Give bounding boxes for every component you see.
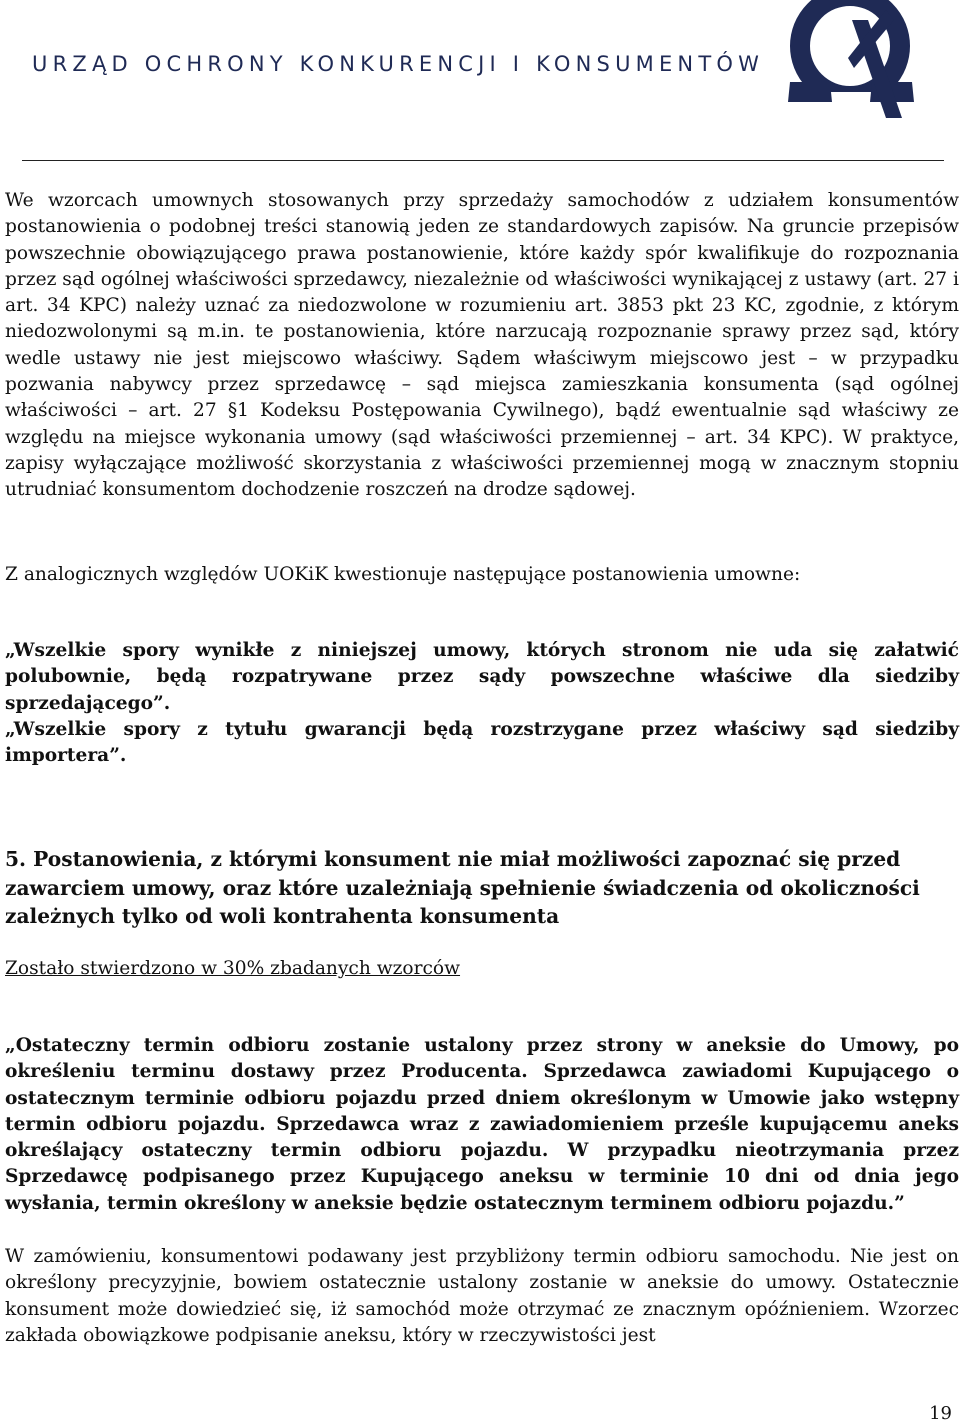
- paragraph-analogous: Z analogicznych względów UOKiK kwestionuje następujące postanowienia umowne:: [5, 564, 801, 585]
- section-heading: 5. Postanowienia, z którymi konsument nie miał możliwości zapoznać się przed zawarciem umowy, oraz które uzależniają spełnienie świadczenia od okoliczności zależnych tylko od woli kontrahenta konsumenta: [5, 847, 920, 928]
- quote-clause-1: „Wszelkie spory wynikłe z niniejszej umowy, których stronom nie uda się załatwić polubownie, będą rozpatrywane przez sądy powszechne właściwe dla siedziby sprzedającego”.: [5, 640, 959, 714]
- paragraph-delivery-term: W zamówieniu, konsumentowi podawany jest przybliżony termin odbioru samochodu. Nie jest on określony precyzyjnie, bowiem ostatecznie ustalony zostanie w aneksie do umowy. Ostatecznie konsument może dowiedzieć się, iż samochód może otrzymać ze znacznym opóźnieniem. Wzorzec zakłada obowiązkowe podpisanie aneksu, który w rzeczywistości jest: [5, 1246, 959, 1346]
- quote-clause-2: „Wszelkie spory z tytułu gwarancji będą rozstrzygane przez właściwy sąd siedziby importera”.: [5, 719, 959, 767]
- quote-clause-3: „Ostateczny termin odbioru zostanie ustalony przez strony w aneksie do Umowy, po określeniu terminu dostawy przez Producenta. Sprzedawca zawiadomi Kupującego o ostatecznym terminie odbioru pojazdu przed dniem określonym w Umowie jako wstępny termin odbioru pojazdu. Sprzedawca wraz z zawiadomieniem prześle kupującemu aneks określający ostateczny termin odbioru pojazdu. W przypadku nieotrzymania przez Sprzedawcę podpisanego przez Kupującego aneksu w terminie 10 dni od dnia jego wysłania, termin określony w aneksie będzie ostatecznym terminem odbioru pojazdu.”: [5, 1035, 959, 1214]
- finding-statement: Zostało stwierdzono w 30% zbadanych wzorców: [5, 958, 461, 979]
- header-divider: [22, 160, 944, 161]
- paragraph-jurisdiction: We wzorcach umownych stosowanych przy sprzedaży samochodów z udziałem konsumentów postanowienia o podobnej treści stanowią jeden ze standardowych zapisów. Na gruncie przepisów powszechnie obowiązującego prawa postanowienie, które każdy spór kwalifikuje do rozpoznania przez sąd ogólnej właściwości sprzedawcy, niezależnie od właściwości wynikającej z ustawy (art. 27 i art. 34 KPC) należy uznać za niedozwolone w rozumieniu art. 3853 pkt 23 KC, zgodnie, z którym niedozwolonymi są m.in. te postanowienia, które narzucają rozpoznanie sprawy przez sąd, który wedle ustawy nie jest miejscowo właściwy. Sądem właściwym miejscowo jest – w przypadku pozwania nabywcy przez sprzedawcę – sąd miejsca zamieszkania konsumenta (sąd ogólnej właściwości – art. 27 §1 Kodeksu Postępowania Cywilnego), bądź ewentualnie sąd właściwy ze względu na miejsce wykonania umowy (sąd właściwości przemiennej – art. 34 KPC). W praktyce, zapisy wyłączające możliwość skorzystania z właściwości przemiennej mogą w znacznym stopniu utrudniać konsumentom dochodzenie roszczeń na drodze sądowej.: [5, 190, 959, 501]
- uokik-logo-icon: [786, 0, 916, 118]
- page-number: 19: [929, 1403, 952, 1424]
- header-title: URZĄD OCHRONY KONKURENCJI I KONSUMENTÓW: [32, 52, 765, 76]
